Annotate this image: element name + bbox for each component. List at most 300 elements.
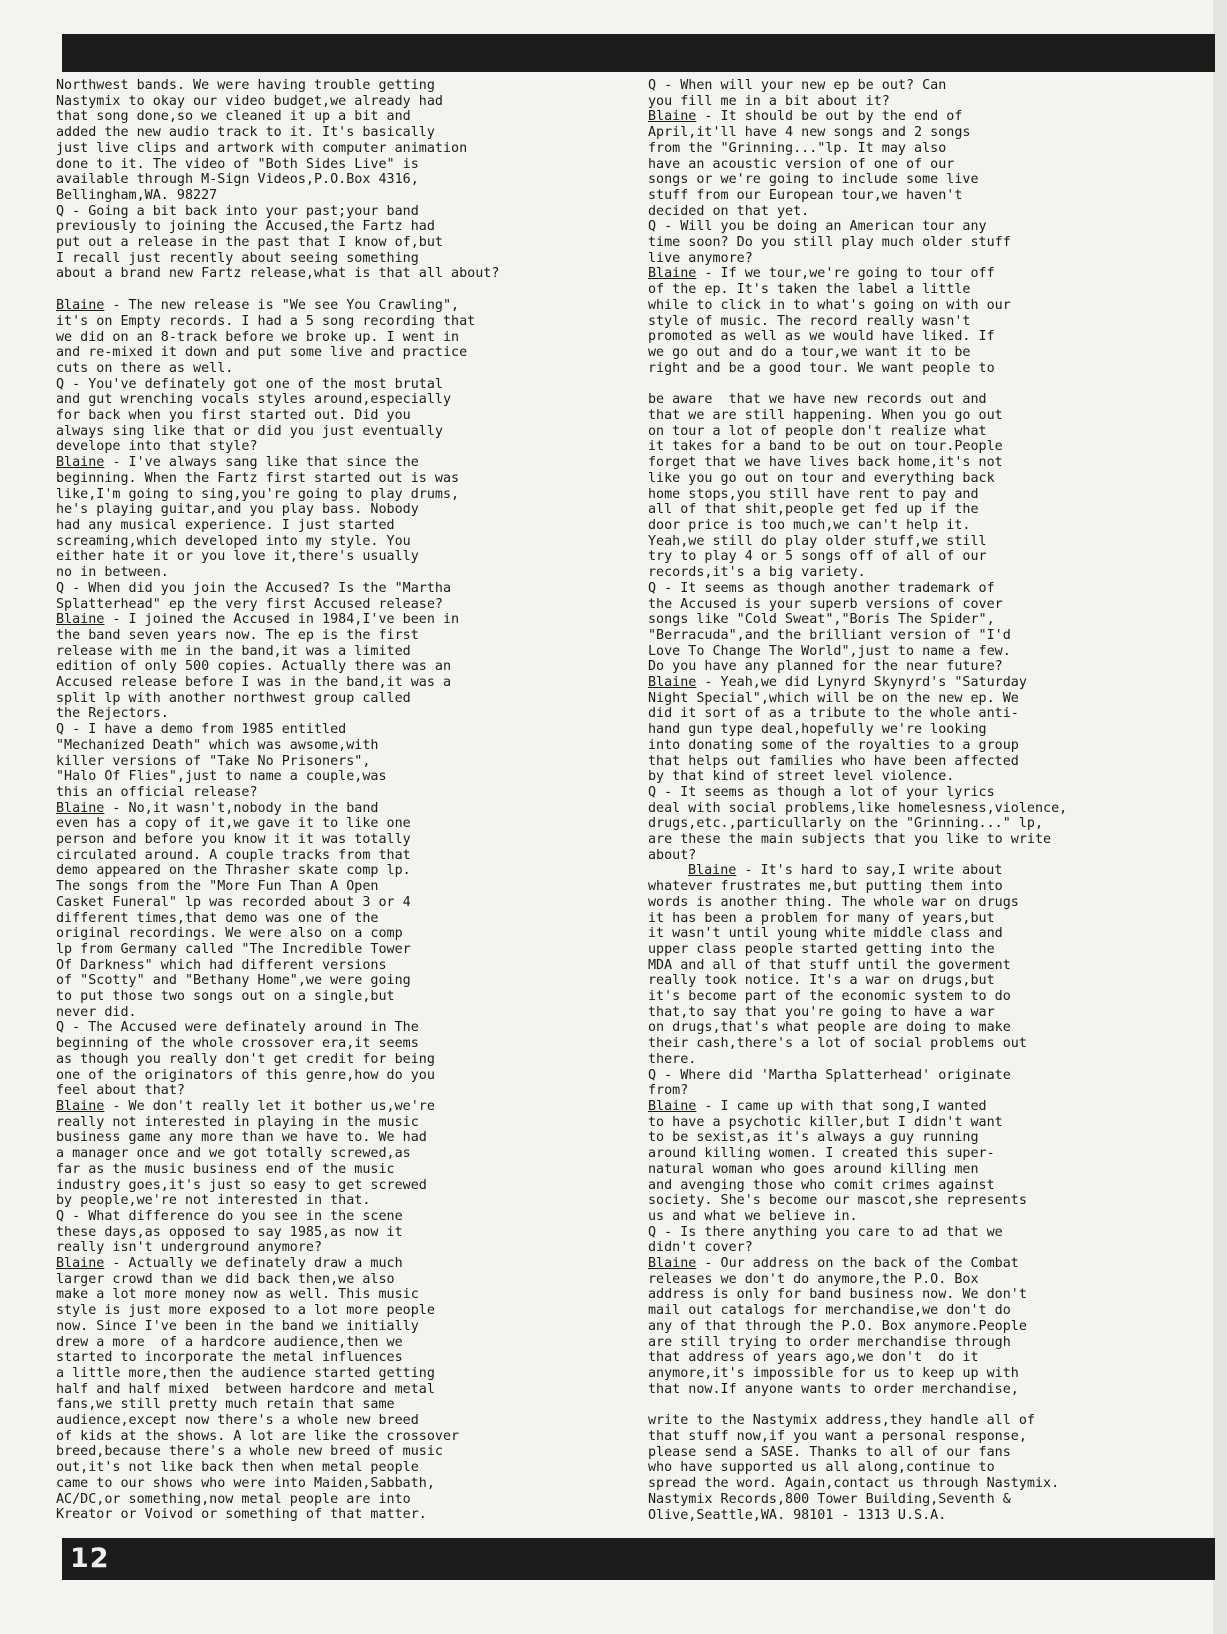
line-text: Do you have any planned for the near future? — [648, 659, 1003, 675]
text-line — [56, 895, 499, 911]
text-line — [56, 848, 499, 864]
line-text: Q - It seems as though another trademark of — [648, 580, 995, 596]
text-line — [648, 1303, 1067, 1319]
line-text: - It should be out by the end of — [696, 109, 963, 125]
line-text: releases we don't do anymore,the P.O. Box — [648, 1271, 979, 1287]
text-line — [648, 266, 1067, 282]
text-line — [648, 816, 1067, 832]
text-line — [648, 314, 1067, 330]
line-text: into donating some of the royalties to a group — [648, 737, 1019, 753]
line-text: while to click in to what's going on with our — [648, 297, 1011, 313]
line-text: all of that shit,people get fed up if the — [648, 502, 979, 518]
text-line — [648, 769, 1067, 785]
text-line — [56, 1225, 499, 1241]
speaker-name: Blaine — [648, 266, 697, 282]
text-line — [648, 471, 1067, 487]
text-line — [56, 801, 499, 817]
text-line — [648, 251, 1067, 267]
text-line — [56, 518, 499, 534]
speaker-name: Blaine — [56, 800, 105, 816]
text-line — [648, 785, 1067, 801]
text-line — [56, 597, 499, 613]
text-line — [648, 895, 1067, 911]
text-line — [648, 1256, 1067, 1272]
line-text: stuff from our European tour,we haven't — [648, 187, 963, 203]
line-text: - I've always sang like that since the — [104, 455, 419, 471]
line-text: now. Since I've been in the band we initially — [56, 1318, 419, 1334]
text-line — [648, 392, 1067, 408]
line-text: Casket Funeral" lp was recorded about 3 or 4 — [56, 894, 411, 910]
text-line — [648, 298, 1067, 314]
line-text: like,I'm going to sing,you're going to play drums, — [56, 486, 460, 502]
line-text: Nastymix to okay our video budget,we already had — [56, 93, 443, 109]
text-line — [648, 1130, 1067, 1146]
line-text: write to the Nastymix address,they handle all of — [648, 1413, 1035, 1429]
text-line — [56, 219, 499, 235]
text-line — [648, 502, 1067, 518]
line-text: develope into that style? — [56, 439, 258, 455]
speaker-name: Blaine — [648, 1256, 697, 1272]
text-line — [56, 1366, 499, 1382]
line-text: really isn't underground anymore? — [56, 1240, 323, 1256]
text-line — [56, 1272, 499, 1288]
question-paragraph — [648, 581, 1067, 675]
line-text: whatever frustrates me,but putting them into — [648, 879, 1003, 895]
line-text: society. She's become our mascot,she represents — [648, 1193, 1027, 1209]
text-line — [56, 549, 499, 565]
speaker-name: Blaine — [56, 298, 105, 314]
line-text: about a brand new Fartz release,what is that all about? — [56, 266, 500, 282]
line-text: who have supported us all along,continue to — [648, 1460, 995, 1476]
text-line — [56, 78, 499, 94]
text-line — [648, 219, 1067, 235]
text-line — [56, 691, 499, 707]
text-line — [648, 455, 1067, 471]
text-line — [648, 1020, 1067, 1036]
line-text: be aware that we have new records out and — [648, 392, 987, 408]
text-line — [648, 1193, 1067, 1209]
line-text: on tour a lot of people don't realize what — [648, 423, 987, 439]
text-line — [56, 879, 499, 895]
line-text: that helps out families who have been affected — [648, 753, 1019, 769]
line-text: different times,that demo was one of the — [56, 910, 379, 926]
line-text: and avenging those who comit crimes against — [648, 1177, 995, 1193]
text-line — [56, 816, 499, 832]
text-line — [56, 392, 499, 408]
line-text: didn't cover? — [648, 1240, 753, 1256]
text-line — [56, 534, 499, 550]
speaker-name: Blaine — [648, 675, 697, 691]
line-text: upper class people started getting into the — [648, 941, 995, 957]
question-paragraph — [648, 1068, 1067, 1099]
line-text: make a lot more money now as well. This music — [56, 1287, 419, 1303]
line-text: songs like "Cold Sweat","Boris The Spider", — [648, 612, 995, 628]
text-line — [648, 832, 1067, 848]
line-text: Q - You've definately got one of the most brutal — [56, 376, 443, 392]
line-text: forget that we have lives back home,it's not — [648, 455, 1003, 471]
line-text: either hate it or you love it,there's usually — [56, 549, 419, 565]
text-line — [56, 628, 499, 644]
line-text: it takes for a band to be out on tour.People — [648, 439, 1003, 455]
text-line — [56, 958, 499, 974]
text-line — [56, 1413, 499, 1429]
text-line — [56, 722, 499, 738]
line-text: anymore,it's impossible for us to keep up with — [648, 1365, 1019, 1381]
line-text: deal with social problems,like homelesness,violence, — [648, 800, 1068, 816]
text-line — [648, 848, 1067, 864]
line-text: Yeah,we still do play older stuff,we still — [648, 533, 987, 549]
line-text: I recall just recently about seeing something — [56, 250, 419, 266]
line-text: we go out and do a tour,we want it to be — [648, 344, 971, 360]
text-line — [648, 863, 1067, 879]
speaker-name: Blaine — [648, 1099, 697, 1114]
line-text: Q - It seems as though a lot of your lyrics — [648, 784, 995, 800]
line-text: screaming,which developed into my style. You — [56, 533, 411, 549]
text-line — [56, 942, 499, 958]
text-line — [648, 644, 1067, 660]
line-text: and re-mixed it down and put some live and practice — [56, 345, 468, 361]
line-text: added the new audio track to it. It's basically — [56, 125, 435, 141]
line-text: the Rejectors. — [56, 706, 169, 722]
line-text: AC/DC,or something,now metal people are into — [56, 1491, 411, 1507]
text-line — [648, 1492, 1067, 1508]
line-text: he's playing guitar,and you play bass. Nobody — [56, 502, 419, 518]
answer-paragraph — [56, 298, 499, 377]
text-line — [648, 1429, 1067, 1445]
text-line — [648, 1335, 1067, 1351]
text-line — [56, 1193, 499, 1209]
text-line — [648, 1476, 1067, 1492]
text-line — [56, 754, 499, 770]
text-line — [648, 1099, 1067, 1115]
text-line — [648, 157, 1067, 173]
line-text: Q - When will your new ep be out? Can — [648, 78, 947, 93]
text-line — [56, 188, 499, 204]
text-line — [56, 1005, 499, 1021]
text-line — [56, 141, 499, 157]
line-text: are still trying to order merchandise through — [648, 1334, 1011, 1350]
text-line — [56, 330, 499, 346]
question-paragraph — [56, 581, 499, 612]
text-line — [648, 1083, 1067, 1099]
line-text: to put those two songs out on a single,but — [56, 989, 395, 1005]
line-text: you fill me in a bit about it? — [648, 93, 890, 109]
line-text: industry goes,it's just so easy to get screwed — [56, 1177, 427, 1193]
line-text: - Actually we definately draw a much — [104, 1256, 403, 1272]
text-line — [56, 204, 499, 220]
text-line — [648, 424, 1067, 440]
text-line — [56, 911, 499, 927]
text-line — [648, 989, 1067, 1005]
line-text: done to it. The video of "Both Sides Live" is — [56, 156, 419, 172]
answer-paragraph — [648, 1099, 1067, 1225]
text-line — [56, 1507, 499, 1523]
text-line — [56, 1240, 499, 1256]
text-line — [56, 1397, 499, 1413]
line-text: by that kind of street level violence. — [648, 769, 955, 785]
right-column — [648, 78, 1067, 1523]
text-line — [648, 1272, 1067, 1288]
text-line — [648, 675, 1067, 691]
text-line — [56, 314, 499, 330]
line-text: it wasn't until young white middle class and — [648, 926, 1003, 942]
question-paragraph — [648, 1413, 1067, 1523]
line-text: always sing like that or did you just eventually — [56, 423, 443, 439]
text-line — [56, 1256, 499, 1272]
line-text: one of the originators of this genre,how do you — [56, 1067, 435, 1083]
text-line — [56, 581, 499, 597]
line-text: address is only for band business now. We don't — [648, 1287, 1027, 1303]
text-line — [56, 1115, 499, 1131]
line-text: live anymore? — [648, 250, 753, 266]
text-line — [56, 439, 499, 455]
text-line — [56, 863, 499, 879]
line-text: style is just more exposed to a lot more people — [56, 1303, 435, 1319]
line-text: Love To Change The World",just to name a few. — [648, 643, 1011, 659]
line-text: to have a psychotic killer,but I didn't want — [648, 1114, 1003, 1130]
line-text: no in between. — [56, 565, 169, 581]
text-line — [56, 1068, 499, 1084]
paragraph-gap — [648, 1397, 1067, 1413]
text-line — [648, 706, 1067, 722]
line-text: that,to say that you're going to have a war — [648, 1004, 995, 1020]
line-text: - Yeah,we did Lynyrd Skynyrd's "Saturday — [696, 675, 1027, 691]
text-line — [56, 408, 499, 424]
line-text: that now.If anyone wants to order merchandise, — [648, 1381, 1019, 1397]
text-line — [56, 612, 499, 628]
line-text: - The new release is "We see You Crawling", — [104, 298, 460, 314]
line-text: and gut wrenching vocals styles around,especially — [56, 392, 452, 408]
text-line — [648, 1115, 1067, 1131]
text-line — [56, 1335, 499, 1351]
text-line — [648, 1209, 1067, 1225]
line-text: Splatterhead" ep the very first Accused release? — [56, 596, 443, 612]
question-paragraph — [648, 392, 1067, 580]
text-line — [56, 502, 499, 518]
text-line — [648, 549, 1067, 565]
text-line — [648, 188, 1067, 204]
text-line — [648, 534, 1067, 550]
line-text: that address of years ago,we don't do it — [648, 1350, 979, 1366]
text-line — [648, 518, 1067, 534]
text-line — [648, 926, 1067, 942]
line-text: drew a more of a hardcore audience,then we — [56, 1334, 403, 1350]
line-text: of kids at the shows. A lot are like the crossover — [56, 1428, 460, 1444]
line-text: a little more,then the audience started getting — [56, 1365, 435, 1381]
text-line — [648, 1146, 1067, 1162]
line-text: half and half mixed between hardcore and metal — [56, 1381, 435, 1397]
text-line — [56, 1460, 499, 1476]
header-bar — [62, 34, 1215, 72]
line-text: cuts on there as well. — [56, 360, 234, 376]
text-line — [648, 1005, 1067, 1021]
line-text: like you go out on tour and everything back — [648, 470, 995, 486]
line-text: "Mechanized Death" which was awsome,with — [56, 737, 379, 753]
question-paragraph — [56, 377, 499, 456]
text-line — [56, 1209, 499, 1225]
paragraph-gap — [56, 282, 499, 298]
line-text: MDA and all of that stuff until the goverment — [648, 957, 1011, 973]
line-text: edition of only 500 copies. Actually there was an — [56, 659, 452, 675]
line-text: audience,except now there's a whole new breed — [56, 1413, 419, 1429]
line-text: - I joined the Accused in 1984,I've been in — [104, 612, 460, 628]
text-line — [56, 157, 499, 173]
line-text: circulated around. A couple tracks from that — [56, 847, 411, 863]
line-text: - If we tour,we're going to tour off — [696, 266, 995, 282]
text-line — [648, 565, 1067, 581]
text-line — [56, 109, 499, 125]
text-line — [56, 487, 499, 503]
line-text: Q - What difference do you see in the scene — [56, 1208, 403, 1224]
line-text: just live clips and artwork with computer animation — [56, 140, 468, 156]
answer-paragraph — [648, 675, 1067, 785]
text-line — [56, 738, 499, 754]
text-line — [56, 1350, 499, 1366]
text-line — [56, 1052, 499, 1068]
line-text: original recordings. We were also on a comp — [56, 926, 403, 942]
line-text: April,it'll have 4 new songs and 2 songs — [648, 125, 971, 141]
text-line — [648, 439, 1067, 455]
text-line — [648, 109, 1067, 125]
text-line — [648, 722, 1067, 738]
text-line — [56, 832, 499, 848]
line-text: it's on Empty records. I had a 5 song recording that — [56, 313, 476, 329]
text-line — [56, 377, 499, 393]
text-line — [56, 926, 499, 942]
line-text: killer versions of "Take No Prisoners", — [56, 753, 371, 769]
text-line — [648, 628, 1067, 644]
speaker-name: Blaine — [56, 455, 105, 471]
line-text: had any musical experience. I just started — [56, 517, 395, 533]
answer-paragraph — [56, 612, 499, 722]
line-text: Nastymix Records,800 Tower Building,Seventh & — [648, 1491, 1011, 1507]
text-line — [648, 1240, 1067, 1256]
text-line — [648, 141, 1067, 157]
text-line — [648, 801, 1067, 817]
footer-bar — [62, 1538, 1215, 1580]
question-paragraph — [56, 204, 499, 283]
text-line — [648, 1287, 1067, 1303]
line-text: Olive,Seattle,WA. 98101 - 1313 U.S.A. — [648, 1507, 947, 1523]
line-text: person and before you know it it was totally — [56, 832, 411, 848]
text-line — [56, 644, 499, 660]
text-line — [56, 973, 499, 989]
line-text: have an acoustic version of one of our — [648, 156, 955, 172]
line-text: available through M-Sign Videos,P.O.Box 4316, — [56, 172, 419, 188]
text-line — [648, 942, 1067, 958]
line-text: time soon? Do you still play much older stuff — [648, 235, 1011, 251]
line-text: mail out catalogs for merchandise,we don't do — [648, 1303, 1011, 1319]
line-text: hand gun type deal,hopefully we're looking — [648, 722, 987, 738]
line-text: previously to joining the Accused,the Fartz had — [56, 219, 435, 235]
line-text: their cash,there's a lot of social problems out — [648, 1036, 1027, 1052]
line-text: - I came up with that song,I wanted — [696, 1099, 987, 1114]
line-text: for back when you first started out. Did you — [56, 408, 411, 424]
answer-paragraph — [648, 109, 1067, 219]
line-text: really took notice. It's a war on drugs,but — [648, 973, 995, 989]
text-line — [56, 1036, 499, 1052]
text-line — [648, 204, 1067, 220]
text-line — [56, 1130, 499, 1146]
page-edge — [1213, 0, 1227, 1634]
question-paragraph — [648, 1225, 1067, 1256]
line-text: us and what we believe in. — [648, 1208, 858, 1224]
line-text: records,it's a big variety. — [648, 565, 866, 581]
line-text: spread the word. Again,contact us through Nastymix. — [648, 1476, 1060, 1492]
text-line — [56, 706, 499, 722]
line-text: Q - I have a demo from 1985 entitled — [56, 722, 347, 738]
line-text: larger crowd than we did back then,we also — [56, 1271, 395, 1287]
text-line — [648, 78, 1067, 94]
text-line — [648, 345, 1067, 361]
question-paragraph — [56, 1020, 499, 1099]
line-text: this an official release? — [56, 784, 258, 800]
line-text: it has been a problem for many of years,but — [648, 910, 995, 926]
text-line — [648, 125, 1067, 141]
answer-paragraph — [648, 266, 1067, 376]
text-line — [648, 958, 1067, 974]
line-text: feel about that? — [56, 1083, 185, 1099]
line-text: Q - When did you join the Accused? Is the "Martha — [56, 580, 452, 596]
question-paragraph — [56, 78, 499, 204]
line-text: Q - Where did 'Martha Splatterhead' originate — [648, 1067, 1011, 1083]
line-text: promoted as well as we would have liked. If — [648, 329, 995, 345]
line-text: put out a release in the past that I know of,but — [56, 235, 443, 251]
text-line — [56, 471, 499, 487]
line-text: a manager once and we got totally screwed,as — [56, 1146, 411, 1162]
line-text: to be sexist,as it's always a guy running — [648, 1130, 979, 1146]
line-text: breed,because there's a whole new breed of music — [56, 1444, 443, 1460]
line-text: Northwest bands. We were having trouble getting — [56, 78, 435, 93]
text-line — [56, 235, 499, 251]
text-line — [56, 1162, 499, 1178]
answer-paragraph — [56, 455, 499, 581]
line-text: beginning. When the Fartz first started out is was — [56, 470, 460, 486]
line-text: lp from Germany called "The Incredible Tower — [56, 941, 411, 957]
line-text: Kreator or Voivod or something of that matter. — [56, 1507, 427, 1523]
text-line — [56, 455, 499, 471]
line-text: fans,we still pretty much retain that same — [56, 1397, 395, 1413]
line-text: started to incorporate the metal influences — [56, 1350, 403, 1366]
text-line — [56, 298, 499, 314]
line-text: did it sort of as a tribute to the whole anti- — [648, 706, 1019, 722]
line-text: by people,we're not interested in that. — [56, 1193, 371, 1209]
text-line — [56, 1083, 499, 1099]
line-text: Q - Will you be doing an American tour any — [648, 219, 987, 235]
line-text: decided on that yet. — [648, 203, 810, 219]
text-line — [56, 1287, 499, 1303]
speaker-name: Blaine — [56, 1256, 105, 1272]
page-number: 12 — [70, 1543, 110, 1574]
line-text: business game any more than we have to. We had — [56, 1130, 427, 1146]
line-text: door price is too much,we can't help it. — [648, 517, 971, 533]
text-line — [648, 282, 1067, 298]
line-text: Q - Going a bit back into your past;your band — [56, 203, 419, 219]
line-text: from the "Grinning..."lp. It may also — [648, 140, 947, 156]
text-line — [648, 1052, 1067, 1068]
line-text: of "Scotty" and "Bethany Home",we were going — [56, 973, 411, 989]
line-text: - Our address on the back of the Combat — [696, 1256, 1019, 1272]
line-text: please send a SASE. Thanks to all of our fans — [648, 1444, 1011, 1460]
line-text: the band seven years now. The ep is the first — [56, 627, 419, 643]
text-line — [648, 1445, 1067, 1461]
line-text: Of Darkness" which had different versions — [56, 957, 387, 973]
paragraph-gap — [648, 376, 1067, 392]
line-text: Accused release before I was in the band,it was a — [56, 675, 452, 691]
text-line — [648, 691, 1067, 707]
text-line — [56, 1444, 499, 1460]
text-line — [648, 1382, 1067, 1398]
